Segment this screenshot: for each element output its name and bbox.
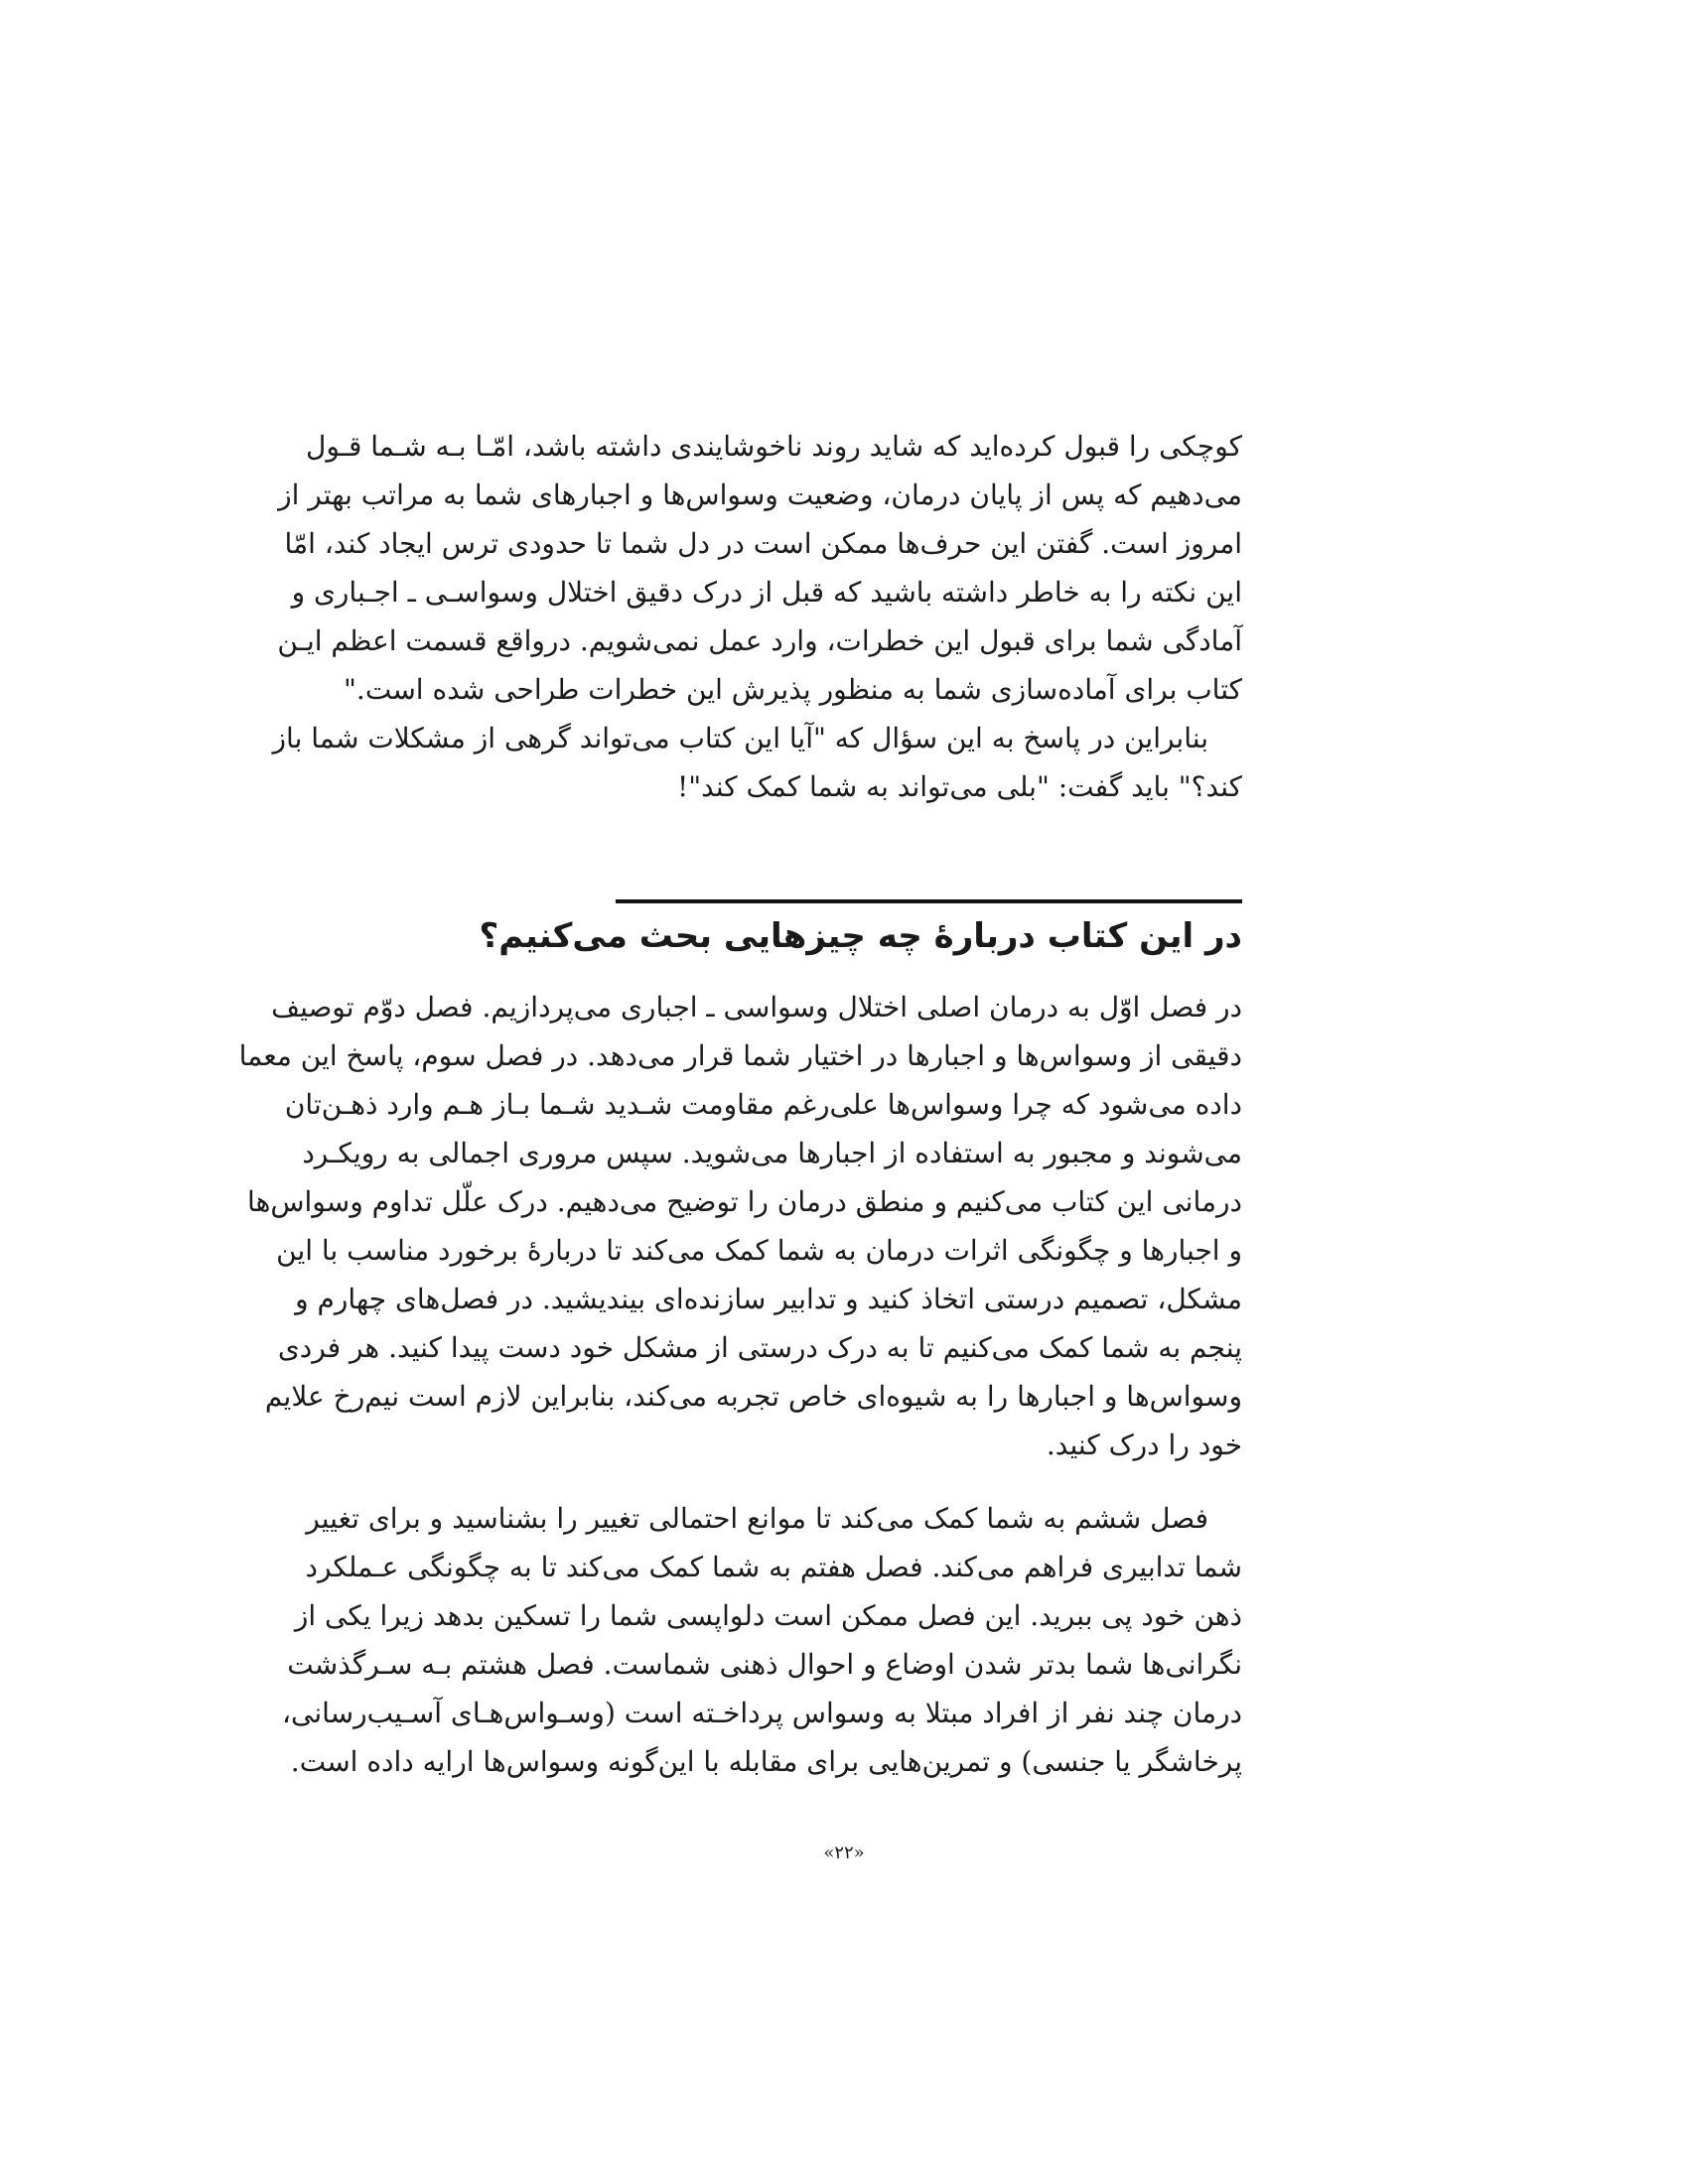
text-line: کوچکی را قبول کرده‌اید که شاید روند ناخوشایندی داشته باشد، امّـا بـه شـما قـول	[305, 430, 1242, 463]
text-line: کند؟" باید گفت: "بلی می‌تواند به شما کمک کند"!	[677, 770, 1242, 803]
text-line: درمان چند نفر از افراد مبتلا به وسواس پرداخـته است (وسـواس‌هـای آسـیب‌رسانی،	[281, 1697, 1242, 1729]
text-line: کتاب برای آماده‌سازی شما به منظور پذیرش این خطرات طراحی شده است."	[344, 673, 1242, 706]
text-line: می‌دهیم که پس از پایان درمان، وضعیت وسواس‌ها و اجبارهای شما به مراتب بهتر از	[278, 478, 1242, 511]
text-line: در فصل اوّل به درمان اصلی اختلال وسواسی ـ اجباری می‌پردازیم. فصل دوّم توصیف	[271, 991, 1242, 1024]
text-line: بنابراین در پاسخ به این سؤال که "آیا این کتاب می‌تواند گرهی از مشکلات شما باز	[272, 722, 1208, 754]
text-line: ذهن خود پی ببرید. این فصل ممکن است دلواپسی شما را تسکین بدهد زیرا یکی از	[294, 1599, 1242, 1632]
heading-rule	[616, 899, 1242, 903]
text-line: می‌شوند و مجبور به استفاده از اجبارها می‌شوید. سپس مروری اجمالی به رویکـرد	[302, 1137, 1242, 1169]
text-line: دقیقی از وسواس‌ها و اجبارها در اختیار شما قرار می‌دهد. در فصل سوم، پاسخ این معما	[238, 1039, 1242, 1072]
text-line: خود را درک کنید.	[1046, 1429, 1242, 1461]
text-line: داده می‌شود که چرا وسواس‌ها علی‌رغم مقاومت شـدید شـما بـاز هـم وارد ذهـن‌تان	[284, 1088, 1242, 1121]
text-line: امروز است. گفتن این حرف‌ها ممکن است در دل شما تا حدودی ترس ایجاد کند، امّا	[284, 527, 1242, 560]
section-heading: در این کتاب دربارهٔ چه چیزهایی بحث می‌کنیم؟	[479, 916, 1242, 956]
text-line: فصل ششم به شما کمک می‌کند تا موانع احتمالی تغییر را بشناسید و برای تغییر	[306, 1502, 1208, 1535]
text-line: نگرانی‌ها شما بدتر شدن اوضاع و احوال ذهنی شماست. فصل هشتم بـه سـرگذشت	[287, 1648, 1242, 1681]
body-paragraph-1	[238, 983, 1242, 1469]
intro-text	[272, 422, 1242, 811]
text-line: و اجبارها و چگونگی اثرات درمان به شما کمک می‌کند تا دربارهٔ برخورد مناسب با این	[276, 1234, 1242, 1267]
text-line: این نکته را به خاطر داشته باشید که قبل از درک دقیق اختلال وسواسـی ـ اجـباری و	[291, 576, 1242, 609]
text-line: آمادگی شما برای قبول این خطرات، وارد عمل نمی‌شویم. درواقع قسمت اعظم ایـن	[277, 624, 1242, 657]
text-line: وسواس‌ها و اجبارها را به شیوه‌ای خاص تجربه می‌کند، بنابراین لازم است نیم‌رخ علایم	[264, 1380, 1242, 1413]
text-line: شما تدابیری فراهم می‌کند. فصل هفتم به شما کمک می‌کند تا به چگونگی عـملکرد	[305, 1551, 1242, 1583]
text-line: مشکل، تصمیم درستی اتخاذ کنید و تدابیر سازنده‌ای بیندیشید. در فصل‌های چهارم و	[295, 1283, 1242, 1315]
text-line: پنجم به شما کمک می‌کنیم تا به درک درستی از مشکل خود دست پیدا کنید. هر فردی	[277, 1331, 1242, 1364]
body-paragraph-2	[281, 1494, 1242, 1786]
text-line: درمانی این کتاب می‌کنیم و منطق درمان را توضیح می‌دهیم. درک علّل تداوم وسواس‌ها	[247, 1185, 1242, 1218]
text-line: پرخاشگر یا جنسی) و تمرین‌هایی برای مقابله با این‌گونه وسواس‌ها ارایه داده است.	[290, 1745, 1242, 1778]
page-number: «۲۲»	[823, 1843, 865, 1863]
